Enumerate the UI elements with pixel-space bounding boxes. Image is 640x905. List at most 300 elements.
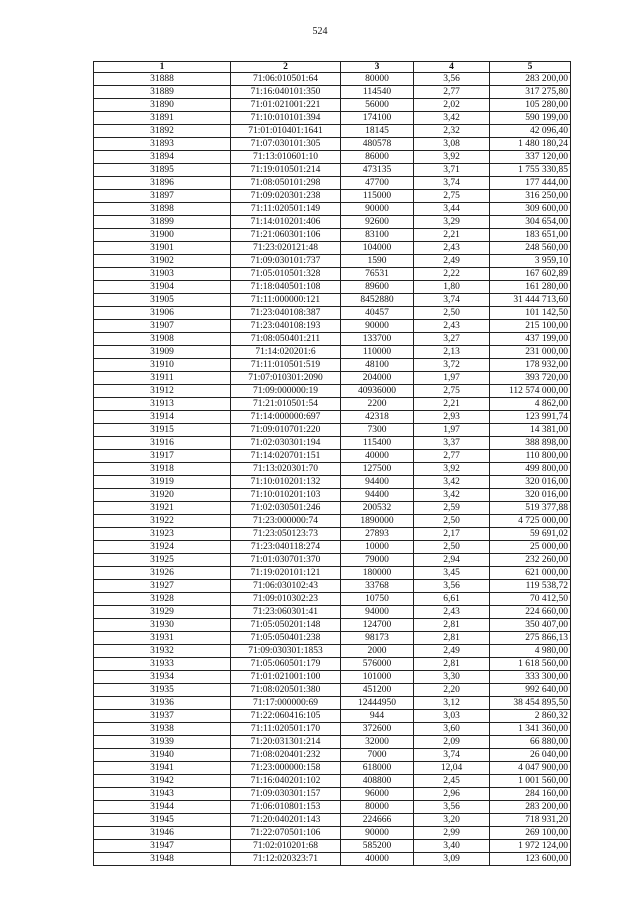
value-cell: 437 199,00 bbox=[490, 333, 571, 346]
row-number-cell: 31899 bbox=[94, 216, 231, 229]
area-cell: 40936000 bbox=[341, 385, 414, 398]
area-cell: 124700 bbox=[341, 619, 414, 632]
cadastral-number-cell: 71:09:000000:19 bbox=[231, 385, 341, 398]
page-number: 524 bbox=[312, 26, 328, 37]
area-cell: 200532 bbox=[341, 502, 414, 515]
cadastral-number-cell: 71:10:010201:103 bbox=[231, 489, 341, 502]
table-row bbox=[94, 268, 571, 281]
cadastral-number-cell: 71:19:020101:121 bbox=[231, 567, 341, 580]
cadastral-number-cell: 71:09:030101:737 bbox=[231, 255, 341, 268]
rate-cell: 2,75 bbox=[414, 385, 490, 398]
table-body bbox=[94, 73, 571, 866]
rate-cell: 2,09 bbox=[414, 736, 490, 749]
area-cell: 1590 bbox=[341, 255, 414, 268]
cadastral-number-cell: 71:23:040108:193 bbox=[231, 320, 341, 333]
table-row bbox=[94, 645, 571, 658]
cadastral-number-cell: 71:21:010501:54 bbox=[231, 398, 341, 411]
area-cell: 94400 bbox=[341, 476, 414, 489]
row-number-cell: 31898 bbox=[94, 203, 231, 216]
cadastral-number-cell: 71:22:070501:106 bbox=[231, 827, 341, 840]
table-row bbox=[94, 242, 571, 255]
rate-cell: 1,97 bbox=[414, 372, 490, 385]
table-row bbox=[94, 697, 571, 710]
row-number-cell: 31918 bbox=[94, 463, 231, 476]
value-cell: 3 959,10 bbox=[490, 255, 571, 268]
area-cell: 7300 bbox=[341, 424, 414, 437]
area-cell: 90000 bbox=[341, 827, 414, 840]
value-cell: 350 407,00 bbox=[490, 619, 571, 632]
row-number-cell: 31924 bbox=[94, 541, 231, 554]
rate-cell: 1,97 bbox=[414, 424, 490, 437]
table-row bbox=[94, 138, 571, 151]
rate-cell: 3,12 bbox=[414, 697, 490, 710]
table-row bbox=[94, 606, 571, 619]
value-cell: 1 755 330,85 bbox=[490, 164, 571, 177]
table-row bbox=[94, 411, 571, 424]
value-cell: 4 862,00 bbox=[490, 398, 571, 411]
table-row bbox=[94, 190, 571, 203]
row-number-cell: 31943 bbox=[94, 788, 231, 801]
cadastral-number-cell: 71:23:020121:48 bbox=[231, 242, 341, 255]
value-cell: 123 600,00 bbox=[490, 853, 571, 866]
row-number-cell: 31900 bbox=[94, 229, 231, 242]
row-number-cell: 31910 bbox=[94, 359, 231, 372]
header-cell-2: 2 bbox=[231, 62, 341, 73]
rate-cell: 2,50 bbox=[414, 307, 490, 320]
area-cell: 27893 bbox=[341, 528, 414, 541]
value-cell: 519 377,88 bbox=[490, 502, 571, 515]
value-cell: 621 000,00 bbox=[490, 567, 571, 580]
table-row bbox=[94, 255, 571, 268]
table-row bbox=[94, 229, 571, 242]
value-cell: 316 250,00 bbox=[490, 190, 571, 203]
row-number-cell: 31938 bbox=[94, 723, 231, 736]
cadastral-number-cell: 71:09:030301:157 bbox=[231, 788, 341, 801]
cadastral-number-cell: 71:14:010201:406 bbox=[231, 216, 341, 229]
row-number-cell: 31903 bbox=[94, 268, 231, 281]
rate-cell: 2,93 bbox=[414, 411, 490, 424]
row-number-cell: 31948 bbox=[94, 853, 231, 866]
area-cell: 40000 bbox=[341, 853, 414, 866]
area-cell: 115400 bbox=[341, 437, 414, 450]
table-row bbox=[94, 125, 571, 138]
value-cell: 284 160,00 bbox=[490, 788, 571, 801]
row-number-cell: 31936 bbox=[94, 697, 231, 710]
rate-cell: 3,74 bbox=[414, 177, 490, 190]
row-number-cell: 31913 bbox=[94, 398, 231, 411]
area-cell: 33768 bbox=[341, 580, 414, 593]
table-row bbox=[94, 580, 571, 593]
value-cell: 183 651,00 bbox=[490, 229, 571, 242]
table-row bbox=[94, 736, 571, 749]
row-number-cell: 31902 bbox=[94, 255, 231, 268]
value-cell: 231 000,00 bbox=[490, 346, 571, 359]
row-number-cell: 31935 bbox=[94, 684, 231, 697]
table-row bbox=[94, 671, 571, 684]
rate-cell: 2,02 bbox=[414, 99, 490, 112]
area-cell: 94400 bbox=[341, 489, 414, 502]
table-row bbox=[94, 658, 571, 671]
table-row bbox=[94, 99, 571, 112]
cadastral-number-cell: 71:01:010401:1641 bbox=[231, 125, 341, 138]
value-cell: 393 720,00 bbox=[490, 372, 571, 385]
area-cell: 12444950 bbox=[341, 697, 414, 710]
cadastral-number-cell: 71:23:060301:41 bbox=[231, 606, 341, 619]
table-row bbox=[94, 489, 571, 502]
cadastral-number-cell: 71:08:020401:232 bbox=[231, 749, 341, 762]
area-cell: 10750 bbox=[341, 593, 414, 606]
table-row bbox=[94, 476, 571, 489]
area-cell: 83100 bbox=[341, 229, 414, 242]
cadastral-number-cell: 71:06:010501:64 bbox=[231, 73, 341, 86]
cadastral-number-cell: 71:09:020301:238 bbox=[231, 190, 341, 203]
rate-cell: 3,44 bbox=[414, 203, 490, 216]
table-row bbox=[94, 619, 571, 632]
value-cell: 1 618 560,00 bbox=[490, 658, 571, 671]
cadastral-number-cell: 71:23:050123:73 bbox=[231, 528, 341, 541]
row-number-cell: 31939 bbox=[94, 736, 231, 749]
rate-cell: 3,60 bbox=[414, 723, 490, 736]
area-cell: 480578 bbox=[341, 138, 414, 151]
rate-cell: 2,43 bbox=[414, 606, 490, 619]
table-row bbox=[94, 541, 571, 554]
table-row bbox=[94, 112, 571, 125]
rate-cell: 3,71 bbox=[414, 164, 490, 177]
value-cell: 317 275,80 bbox=[490, 86, 571, 99]
area-cell: 451200 bbox=[341, 684, 414, 697]
table-row bbox=[94, 515, 571, 528]
value-cell: 66 880,00 bbox=[490, 736, 571, 749]
area-cell: 94000 bbox=[341, 606, 414, 619]
table-row bbox=[94, 450, 571, 463]
area-cell: 42318 bbox=[341, 411, 414, 424]
value-cell: 105 280,00 bbox=[490, 99, 571, 112]
cadastral-number-cell: 71:18:040501:108 bbox=[231, 281, 341, 294]
table-row bbox=[94, 528, 571, 541]
row-number-cell: 31921 bbox=[94, 502, 231, 515]
table-row bbox=[94, 294, 571, 307]
table-row bbox=[94, 788, 571, 801]
area-cell: 473135 bbox=[341, 164, 414, 177]
rate-cell: 2,81 bbox=[414, 632, 490, 645]
value-cell: 14 381,00 bbox=[490, 424, 571, 437]
row-number-cell: 31901 bbox=[94, 242, 231, 255]
area-cell: 47700 bbox=[341, 177, 414, 190]
row-number-cell: 31911 bbox=[94, 372, 231, 385]
table-row bbox=[94, 723, 571, 736]
cadastral-number-cell: 71:09:010302:23 bbox=[231, 593, 341, 606]
value-cell: 320 016,00 bbox=[490, 489, 571, 502]
area-cell: 115000 bbox=[341, 190, 414, 203]
value-cell: 4 725 000,00 bbox=[490, 515, 571, 528]
row-number-cell: 31923 bbox=[94, 528, 231, 541]
area-cell: 40457 bbox=[341, 307, 414, 320]
value-cell: 119 538,72 bbox=[490, 580, 571, 593]
table-header bbox=[94, 62, 571, 73]
row-number-cell: 31947 bbox=[94, 840, 231, 853]
value-cell: 26 040,00 bbox=[490, 749, 571, 762]
cadastral-number-cell: 71:05:050201:148 bbox=[231, 619, 341, 632]
value-cell: 320 016,00 bbox=[490, 476, 571, 489]
table-row bbox=[94, 749, 571, 762]
area-cell: 32000 bbox=[341, 736, 414, 749]
area-cell: 2000 bbox=[341, 645, 414, 658]
row-number-cell: 31904 bbox=[94, 281, 231, 294]
cadastral-number-cell: 71:12:020323:71 bbox=[231, 853, 341, 866]
rate-cell: 2,32 bbox=[414, 125, 490, 138]
rate-cell: 3,42 bbox=[414, 476, 490, 489]
cadastral-number-cell: 71:10:010101:394 bbox=[231, 112, 341, 125]
rate-cell: 3,08 bbox=[414, 138, 490, 151]
rate-cell: 3,92 bbox=[414, 463, 490, 476]
cadastral-number-cell: 71:06:010801:153 bbox=[231, 801, 341, 814]
cadastral-number-cell: 71:23:040118:274 bbox=[231, 541, 341, 554]
value-cell: 4 047 900,00 bbox=[490, 762, 571, 775]
row-number-cell: 31894 bbox=[94, 151, 231, 164]
cadastral-number-cell: 71:02:010201:68 bbox=[231, 840, 341, 853]
cadastral-number-cell: 71:02:030501:246 bbox=[231, 502, 341, 515]
value-cell: 1 972 124,00 bbox=[490, 840, 571, 853]
value-cell: 123 991,74 bbox=[490, 411, 571, 424]
cadastral-number-cell: 71:08:050101:298 bbox=[231, 177, 341, 190]
cadastral-number-cell: 71:07:030101:305 bbox=[231, 138, 341, 151]
table-row bbox=[94, 554, 571, 567]
rate-cell: 3,56 bbox=[414, 801, 490, 814]
cadastral-number-cell: 71:08:050401:211 bbox=[231, 333, 341, 346]
area-cell: 127500 bbox=[341, 463, 414, 476]
row-number-cell: 31922 bbox=[94, 515, 231, 528]
cadastral-number-cell: 71:11:000000:121 bbox=[231, 294, 341, 307]
rate-cell: 2,94 bbox=[414, 554, 490, 567]
table-row bbox=[94, 307, 571, 320]
row-number-cell: 31896 bbox=[94, 177, 231, 190]
table-row bbox=[94, 463, 571, 476]
rate-cell: 6,61 bbox=[414, 593, 490, 606]
rate-cell: 2,43 bbox=[414, 320, 490, 333]
area-cell: 101000 bbox=[341, 671, 414, 684]
rate-cell: 3,27 bbox=[414, 333, 490, 346]
row-number-cell: 31944 bbox=[94, 801, 231, 814]
value-cell: 110 800,00 bbox=[490, 450, 571, 463]
table-row bbox=[94, 203, 571, 216]
cadastral-number-cell: 71:01:021001:221 bbox=[231, 99, 341, 112]
rate-cell: 2,45 bbox=[414, 775, 490, 788]
table-row bbox=[94, 281, 571, 294]
cadastral-number-cell: 71:22:060416:105 bbox=[231, 710, 341, 723]
area-cell: 224666 bbox=[341, 814, 414, 827]
table-row bbox=[94, 801, 571, 814]
table-row bbox=[94, 86, 571, 99]
table-row bbox=[94, 177, 571, 190]
rate-cell: 3,72 bbox=[414, 359, 490, 372]
table-row bbox=[94, 632, 571, 645]
rate-cell: 2,50 bbox=[414, 515, 490, 528]
value-cell: 304 654,00 bbox=[490, 216, 571, 229]
value-cell: 283 200,00 bbox=[490, 801, 571, 814]
value-cell: 70 412,50 bbox=[490, 593, 571, 606]
value-cell: 161 280,00 bbox=[490, 281, 571, 294]
table-row bbox=[94, 372, 571, 385]
rate-cell: 3,74 bbox=[414, 749, 490, 762]
table-row bbox=[94, 593, 571, 606]
table-row bbox=[94, 437, 571, 450]
row-number-cell: 31916 bbox=[94, 437, 231, 450]
value-cell: 59 691,02 bbox=[490, 528, 571, 541]
header-cell-1: 1 bbox=[94, 62, 231, 73]
rate-cell: 3,40 bbox=[414, 840, 490, 853]
row-number-cell: 31908 bbox=[94, 333, 231, 346]
row-number-cell: 31888 bbox=[94, 73, 231, 86]
area-cell: 48100 bbox=[341, 359, 414, 372]
value-cell: 42 096,40 bbox=[490, 125, 571, 138]
rate-cell: 2,99 bbox=[414, 827, 490, 840]
row-number-cell: 31945 bbox=[94, 814, 231, 827]
cadastral-number-cell: 71:23:000000:74 bbox=[231, 515, 341, 528]
rate-cell: 2,81 bbox=[414, 619, 490, 632]
rate-cell: 2,96 bbox=[414, 788, 490, 801]
value-cell: 269 100,00 bbox=[490, 827, 571, 840]
row-number-cell: 31928 bbox=[94, 593, 231, 606]
table-row bbox=[94, 710, 571, 723]
rate-cell: 3,20 bbox=[414, 814, 490, 827]
header-row bbox=[94, 62, 571, 73]
area-cell: 40000 bbox=[341, 450, 414, 463]
area-cell: 92600 bbox=[341, 216, 414, 229]
rate-cell: 12,04 bbox=[414, 762, 490, 775]
value-cell: 992 640,00 bbox=[490, 684, 571, 697]
row-number-cell: 31912 bbox=[94, 385, 231, 398]
header-cell-5: 5 bbox=[490, 62, 571, 73]
row-number-cell: 31907 bbox=[94, 320, 231, 333]
rate-cell: 2,59 bbox=[414, 502, 490, 515]
area-cell: 8452880 bbox=[341, 294, 414, 307]
cadastral-number-cell: 71:02:030301:194 bbox=[231, 437, 341, 450]
row-number-cell: 31927 bbox=[94, 580, 231, 593]
value-cell: 499 800,00 bbox=[490, 463, 571, 476]
rate-cell: 2,49 bbox=[414, 645, 490, 658]
rate-cell: 2,20 bbox=[414, 684, 490, 697]
table-row bbox=[94, 853, 571, 866]
area-cell: 98173 bbox=[341, 632, 414, 645]
rate-cell: 3,56 bbox=[414, 73, 490, 86]
cadastral-number-cell: 71:20:031301:214 bbox=[231, 736, 341, 749]
value-cell: 2 860,32 bbox=[490, 710, 571, 723]
cadastral-number-cell: 71:06:030102:43 bbox=[231, 580, 341, 593]
row-number-cell: 31917 bbox=[94, 450, 231, 463]
rate-cell: 3,03 bbox=[414, 710, 490, 723]
table-row bbox=[94, 346, 571, 359]
row-number-cell: 31895 bbox=[94, 164, 231, 177]
table-row bbox=[94, 567, 571, 580]
table-row bbox=[94, 775, 571, 788]
table-row bbox=[94, 827, 571, 840]
table-row bbox=[94, 502, 571, 515]
cadastral-number-cell: 71:09:010701:220 bbox=[231, 424, 341, 437]
value-cell: 283 200,00 bbox=[490, 73, 571, 86]
data-table bbox=[93, 61, 571, 866]
value-cell: 4 980,00 bbox=[490, 645, 571, 658]
value-cell: 248 560,00 bbox=[490, 242, 571, 255]
cadastral-number-cell: 71:01:030701:370 bbox=[231, 554, 341, 567]
area-cell: 180000 bbox=[341, 567, 414, 580]
area-cell: 10000 bbox=[341, 541, 414, 554]
cadastral-number-cell: 71:16:040101:350 bbox=[231, 86, 341, 99]
cadastral-number-cell: 71:05:060501:179 bbox=[231, 658, 341, 671]
cadastral-number-cell: 71:16:040201:102 bbox=[231, 775, 341, 788]
area-cell: 7000 bbox=[341, 749, 414, 762]
value-cell: 337 120,00 bbox=[490, 151, 571, 164]
rate-cell: 2,77 bbox=[414, 450, 490, 463]
value-cell: 224 660,00 bbox=[490, 606, 571, 619]
rate-cell: 2,22 bbox=[414, 268, 490, 281]
row-number-cell: 31937 bbox=[94, 710, 231, 723]
row-number-cell: 31905 bbox=[94, 294, 231, 307]
area-cell: 372600 bbox=[341, 723, 414, 736]
rate-cell: 3,37 bbox=[414, 437, 490, 450]
cadastral-number-cell: 71:05:050401:238 bbox=[231, 632, 341, 645]
value-cell: 101 142,50 bbox=[490, 307, 571, 320]
rate-cell: 3,42 bbox=[414, 489, 490, 502]
rate-cell: 2,75 bbox=[414, 190, 490, 203]
table-row bbox=[94, 840, 571, 853]
rate-cell: 2,49 bbox=[414, 255, 490, 268]
cadastral-number-cell: 71:23:000000:158 bbox=[231, 762, 341, 775]
row-number-cell: 31934 bbox=[94, 671, 231, 684]
row-number-cell: 31909 bbox=[94, 346, 231, 359]
area-cell: 576000 bbox=[341, 658, 414, 671]
cadastral-number-cell: 71:13:020301:70 bbox=[231, 463, 341, 476]
table-row bbox=[94, 151, 571, 164]
table-row bbox=[94, 333, 571, 346]
cadastral-number-cell: 71:21:060301:106 bbox=[231, 229, 341, 242]
row-number-cell: 31931 bbox=[94, 632, 231, 645]
cadastral-number-cell: 71:14:020701:151 bbox=[231, 450, 341, 463]
table-row bbox=[94, 73, 571, 86]
area-cell: 408800 bbox=[341, 775, 414, 788]
cadastral-number-cell: 71:14:020201:6 bbox=[231, 346, 341, 359]
rate-cell: 2,17 bbox=[414, 528, 490, 541]
rate-cell: 3,74 bbox=[414, 294, 490, 307]
value-cell: 1 480 180,24 bbox=[490, 138, 571, 151]
rate-cell: 3,56 bbox=[414, 580, 490, 593]
row-number-cell: 31933 bbox=[94, 658, 231, 671]
table-row bbox=[94, 814, 571, 827]
rate-cell: 1,80 bbox=[414, 281, 490, 294]
row-number-cell: 31892 bbox=[94, 125, 231, 138]
row-number-cell: 31940 bbox=[94, 749, 231, 762]
row-number-cell: 31906 bbox=[94, 307, 231, 320]
cadastral-number-cell: 71:17:000000:69 bbox=[231, 697, 341, 710]
value-cell: 590 199,00 bbox=[490, 112, 571, 125]
row-number-cell: 31926 bbox=[94, 567, 231, 580]
rate-cell: 3,42 bbox=[414, 112, 490, 125]
rate-cell: 2,50 bbox=[414, 541, 490, 554]
area-cell: 2200 bbox=[341, 398, 414, 411]
area-cell: 76531 bbox=[341, 268, 414, 281]
value-cell: 275 866,13 bbox=[490, 632, 571, 645]
value-cell: 112 574 000,00 bbox=[490, 385, 571, 398]
table-row bbox=[94, 164, 571, 177]
area-cell: 1890000 bbox=[341, 515, 414, 528]
cadastral-number-cell: 71:01:021001:100 bbox=[231, 671, 341, 684]
cadastral-number-cell: 71:09:030301:1853 bbox=[231, 645, 341, 658]
value-cell: 177 444,00 bbox=[490, 177, 571, 190]
rate-cell: 3,29 bbox=[414, 216, 490, 229]
cadastral-number-cell: 71:20:040201:143 bbox=[231, 814, 341, 827]
area-cell: 174100 bbox=[341, 112, 414, 125]
row-number-cell: 31897 bbox=[94, 190, 231, 203]
row-number-cell: 31930 bbox=[94, 619, 231, 632]
